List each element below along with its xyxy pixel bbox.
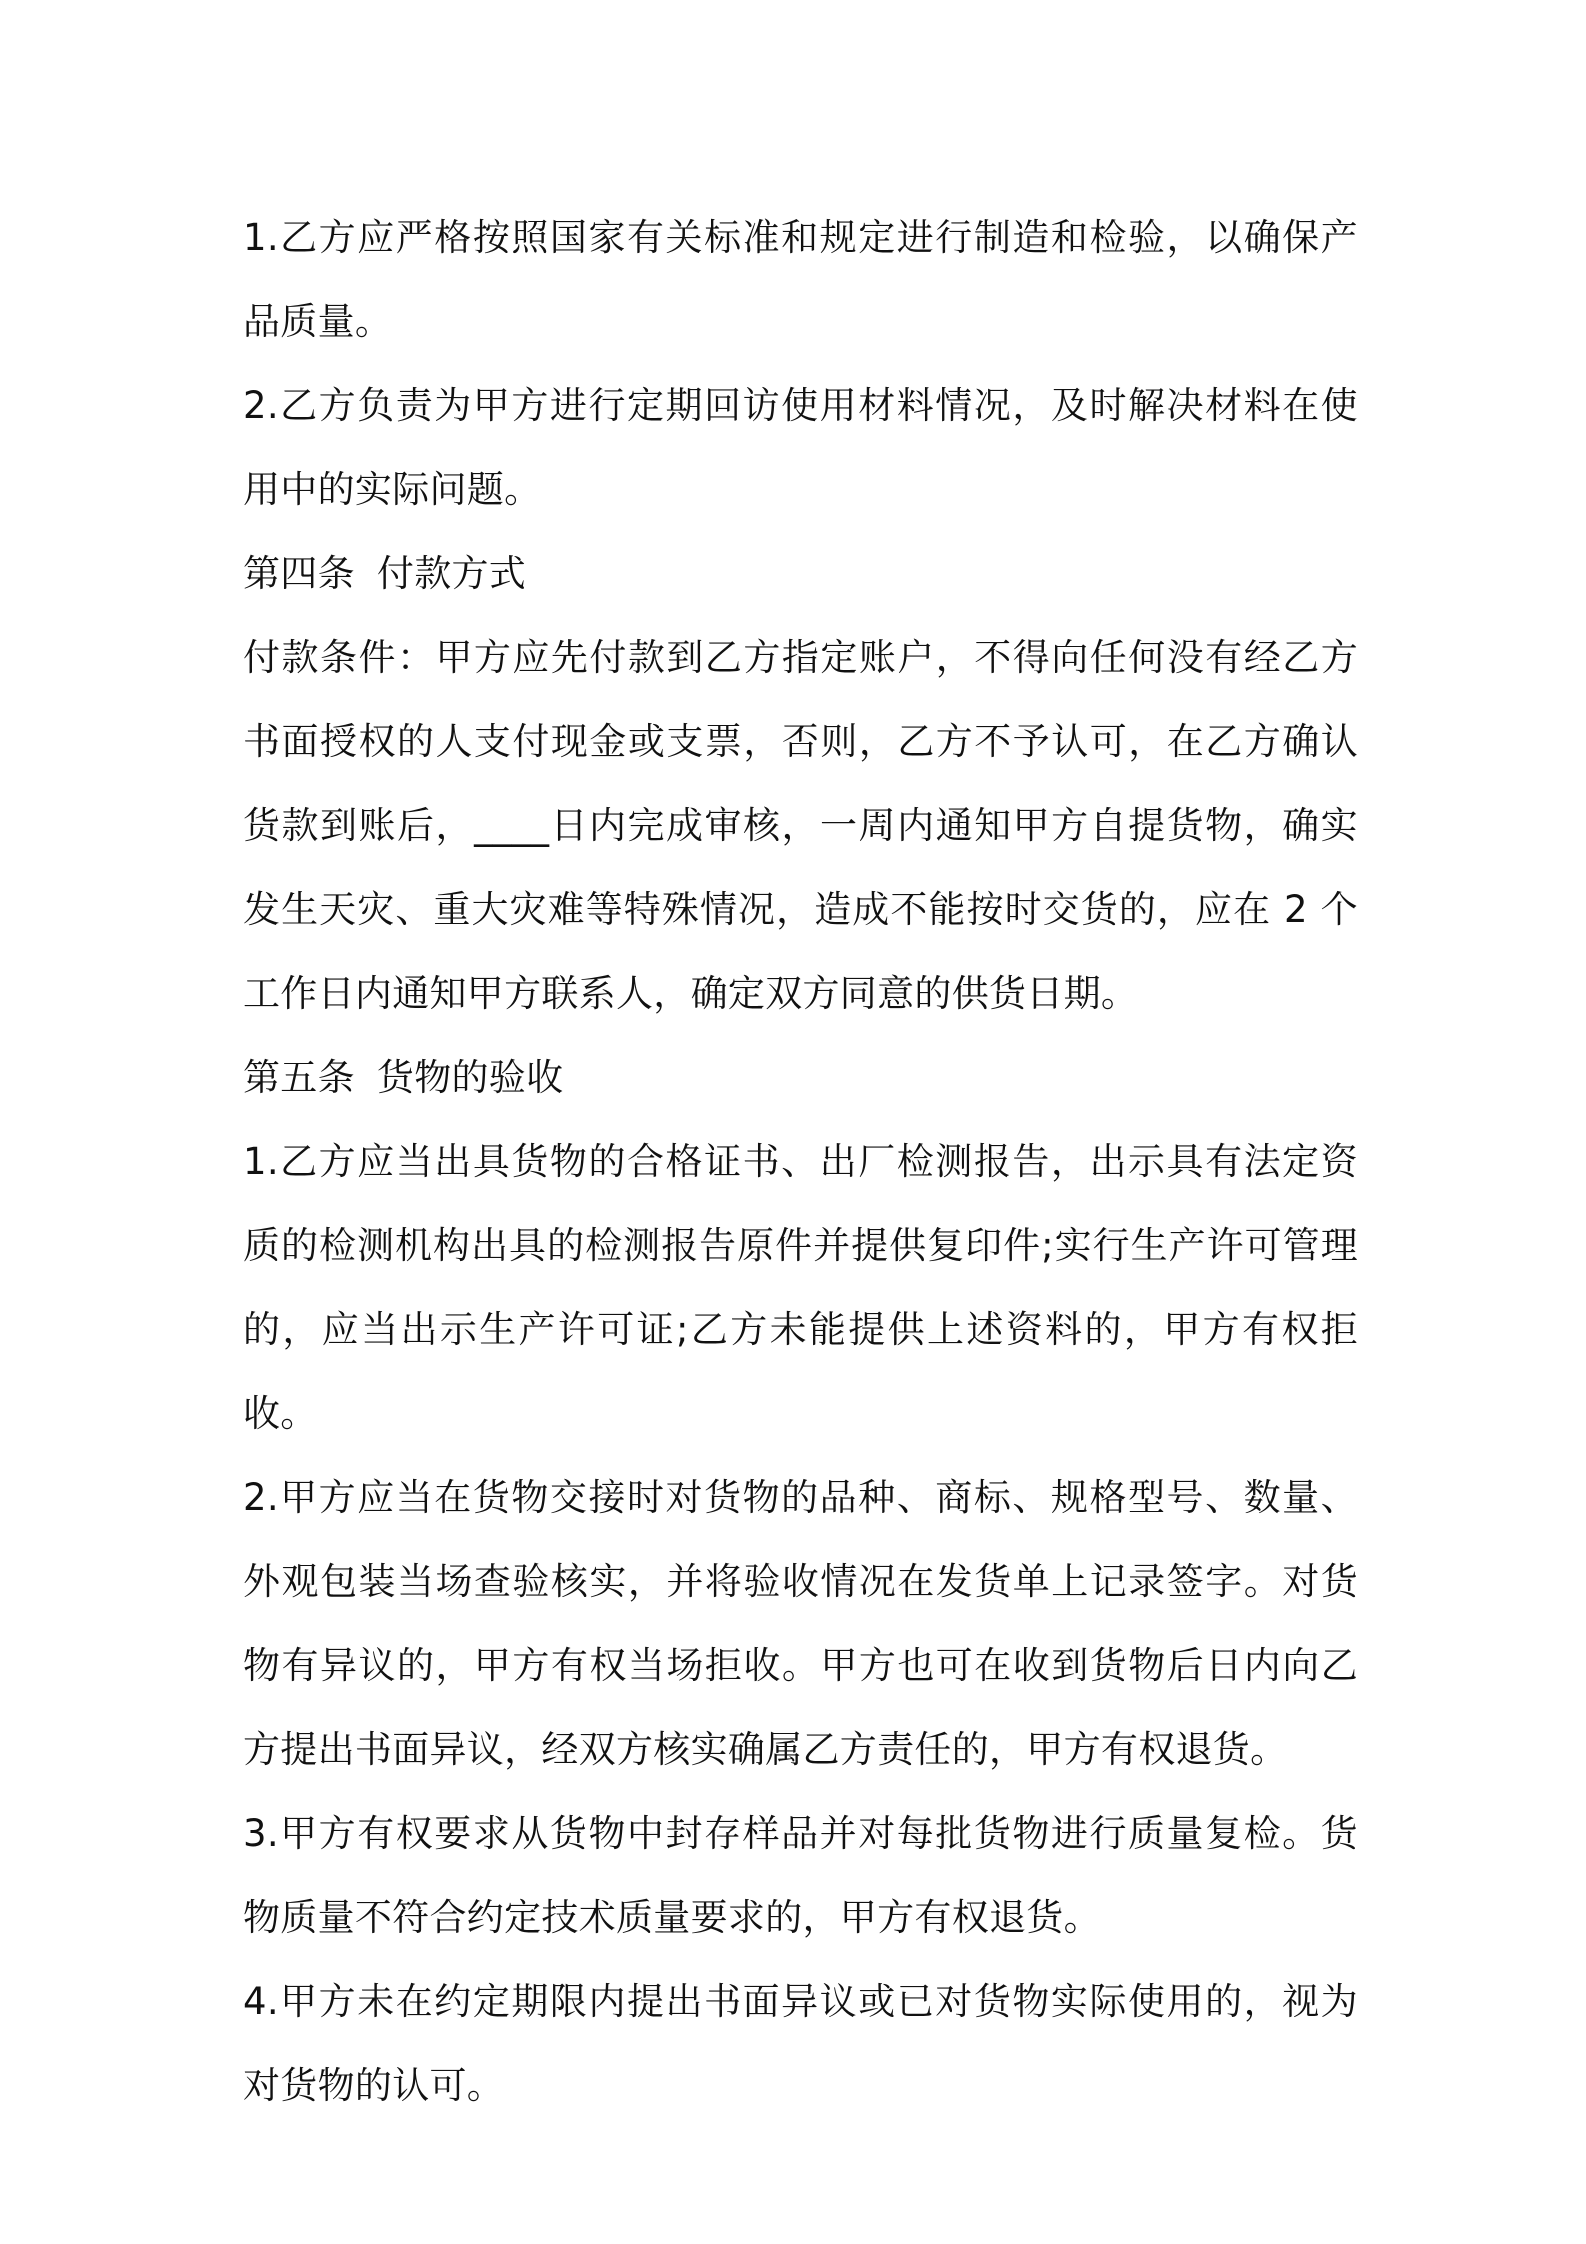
clause-5-item-4: 4.甲方未在约定期限内提出书面异议或已对货物实际使用的，视为对货物的认可。 [243,1980,1358,2107]
document-body [243,196,1358,2128]
clause-3-item-1: 1.乙方应严格按照国家有关标准和规定进行制造和检验，以确保产品质量。 [243,216,1358,343]
clause-5-number: 第五条 [243,1056,355,1099]
clause-5-item-1: 1.乙方应当出具货物的合格证书、出厂检测报告，出示具有法定资质的检测机构出具的检测报告原件并提供复印件;实行生产许可管理的，应当出示生产许可证;乙方未能提供上述资料的，甲方有权拒收。 [243,1140,1358,1435]
clause-5-title: 货物的验收 [376,1056,564,1099]
clause-4-number: 第四条 [243,552,355,595]
clause-4-heading [243,532,1358,616]
clause-3-item-2: 2.乙方负责为甲方进行定期回访使用材料情况，及时解决材料在使用中的实际问题。 [243,384,1358,511]
clause-4-payment-terms: 付款条件：甲方应先付款到乙方指定账户，不得向任何没有经乙方书面授权的人支付现金或支票，否则，乙方不予认可，在乙方确认货款到账后，____日内完成审核，一周内通知甲方自提货物，确实发生天灾、重大灾难等特殊情况，造成不能按时交货的，应在 2 个工作日内通知甲方联系人，确定双方同意的供货日期。 [243,636,1358,1015]
clause-5-item-2: 2.甲方应当在货物交接时对货物的品种、商标、规格型号、数量、外观包装当场查验核实，并将验收情况在发货单上记录签字。对货物有异议的，甲方有权当场拒收。甲方也可在收到货物后日内向乙方提出书面异议，经双方核实确属乙方责任的，甲方有权退货。 [243,1476,1358,1771]
clause-4-title: 付款方式 [376,552,527,595]
clause-5-item-3: 3.甲方有权要求从货物中封存样品并对每批货物进行质量复检。货物质量不符合约定技术质量要求的，甲方有权退货。 [243,1812,1358,1939]
clause-5-heading [243,1036,1358,1120]
